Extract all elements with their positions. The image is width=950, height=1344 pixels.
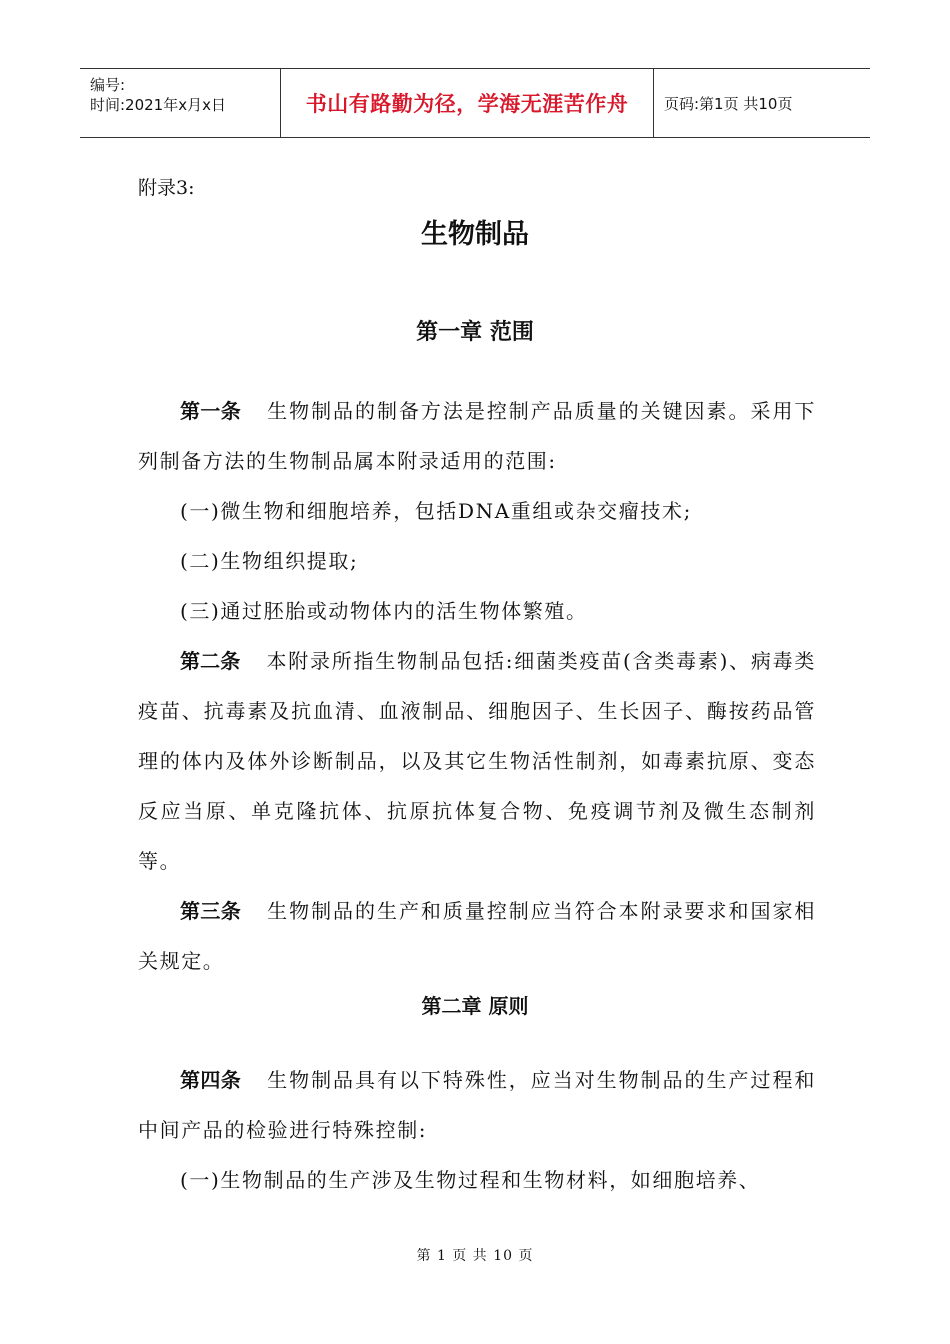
date-label: 时间:2021年x月x日	[90, 96, 226, 114]
number-label: 编号:	[90, 76, 126, 94]
paragraph	[138, 886, 816, 986]
paragraph-text: 生物制品具有以下特殊性，应当对生物制品的生产过程和中间产品的检验进行特殊控制:	[138, 1068, 817, 1142]
appendix-label: 附录3:	[138, 177, 195, 199]
paragraph	[138, 386, 816, 486]
paragraph	[138, 586, 816, 636]
page-footer: 第 1 页 共 10 页	[416, 1248, 534, 1264]
article-label: 第四条	[180, 1068, 242, 1092]
document-title: 生物制品	[421, 219, 529, 250]
paragraph-text: (二)生物组织提取;	[180, 549, 359, 573]
article-label: 第二条	[180, 649, 241, 673]
header-meta	[80, 69, 280, 137]
article-label: 第一条	[180, 399, 242, 423]
paragraph	[138, 536, 816, 586]
paragraph-text: 生物制品的生产和质量控制应当符合本附录要求和国家相关规定。	[138, 899, 817, 973]
chapter2-body	[138, 1055, 816, 1205]
paragraph-text: (一)生物制品的生产涉及生物过程和生物材料，如细胞培养、	[180, 1168, 761, 1192]
header-page-info: 页码:第1页 共10页	[664, 94, 793, 113]
paragraph	[138, 486, 816, 536]
header-table	[80, 68, 870, 138]
paragraph	[138, 636, 816, 886]
paragraph	[138, 1155, 816, 1205]
article-label: 第三条	[180, 899, 242, 923]
paragraph-text: 生物制品的制备方法是控制产品质量的关键因素。采用下列制备方法的生物制品属本附录适用的范围:	[138, 399, 817, 473]
chapter-heading-1: 第一章 范围	[416, 319, 534, 345]
header-motto: 书山有路勤为径，学海无涯苦作舟	[280, 69, 654, 137]
paragraph-text: 本附录所指生物制品包括:细菌类疫苗(含类毒素)、病毒类疫苗、抗毒素及抗血清、血液制品、细胞因子、生长因子、酶按药品管理的体内及体外诊断制品，以及其它生物活性制剂，如毒素抗原、变态反应当原、单克隆抗体、抗原抗体复合物、免疫调节剂及微生态制剂等。	[138, 649, 817, 873]
paragraph	[138, 1055, 816, 1155]
chapter1-body	[138, 386, 816, 986]
chapter-heading-2: 第二章 原则	[421, 994, 529, 1018]
paragraph-text: (一)微生物和细胞培养，包括DNA重组或杂交瘤技术;	[180, 499, 692, 523]
paragraph-text: (三)通过胚胎或动物体内的活生物体繁殖。	[180, 599, 588, 623]
